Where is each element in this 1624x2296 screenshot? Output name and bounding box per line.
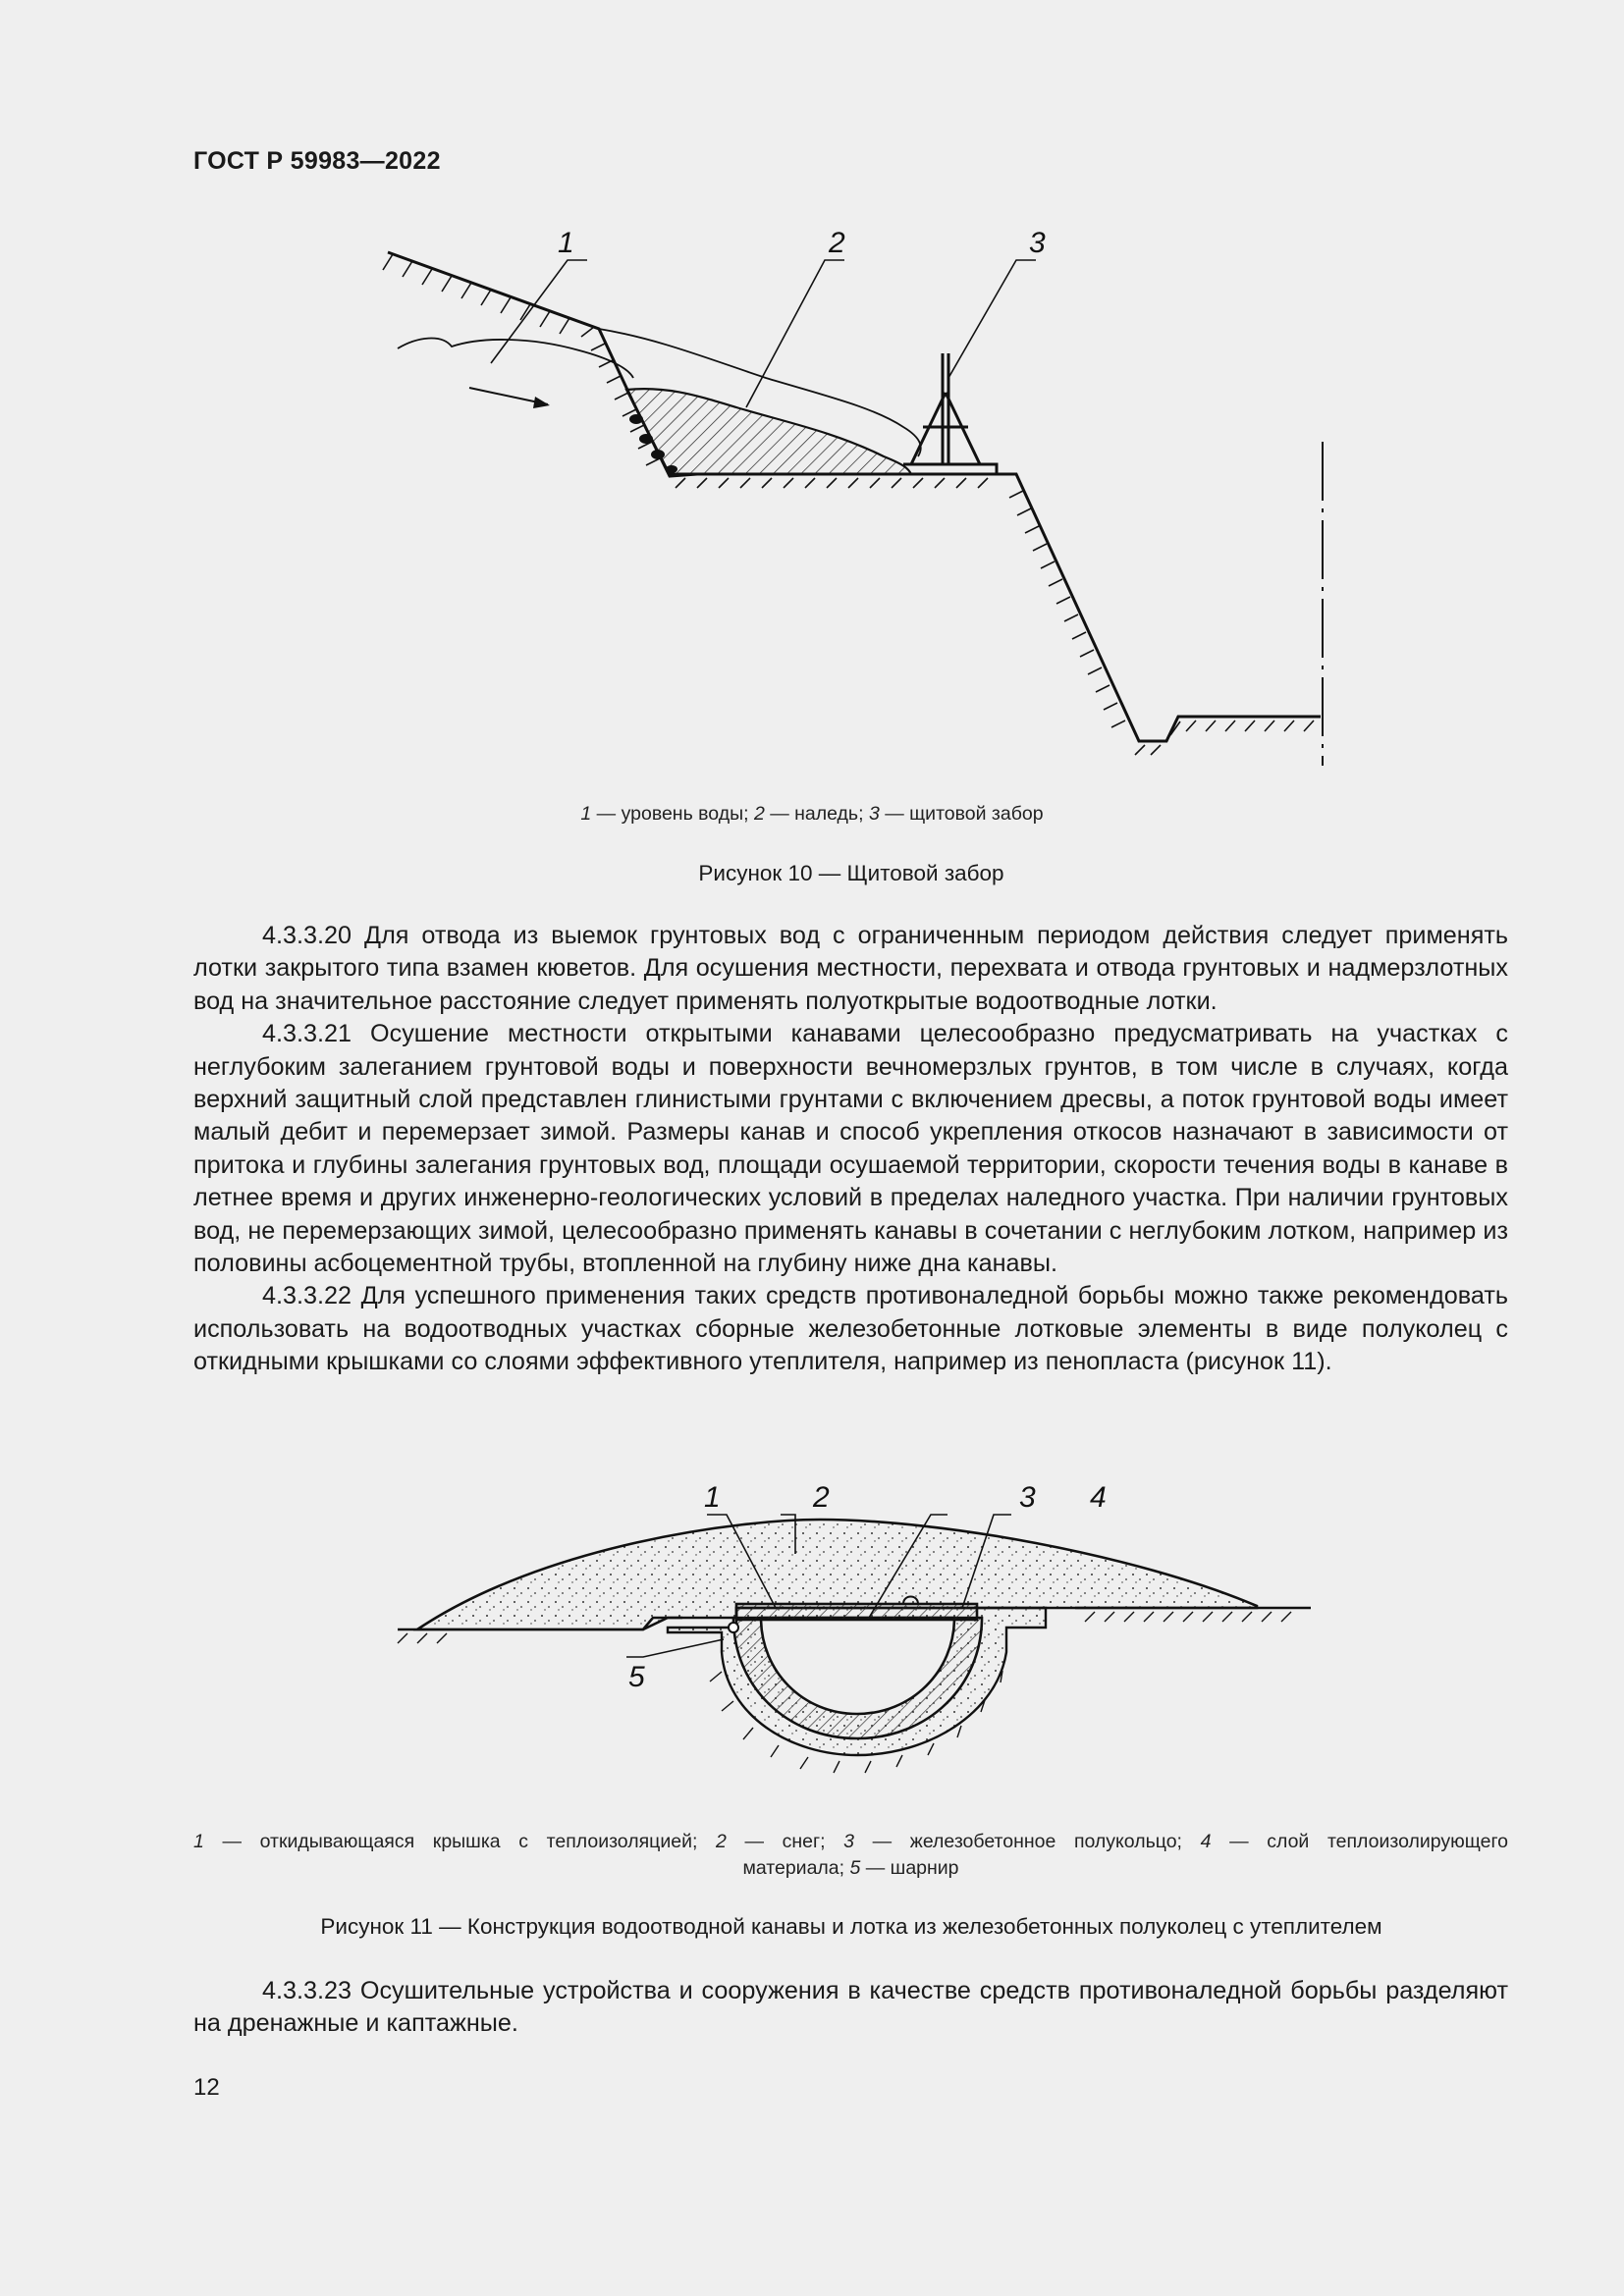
legend-num: 1 [193,1831,204,1852]
fig11-callout-3: 3 [1019,1481,1036,1514]
body-text [193,920,1508,1379]
fig10-callout-2: 2 [829,227,845,259]
legend-num: 4 [1200,1831,1212,1852]
legend-text: — щитовой забор [879,803,1044,825]
fig11-callout-4: 4 [1090,1481,1107,1514]
paragraph-4-3-3-23: 4.3.3.23 Осушительные устройства и сооружения в качестве средств противоналедной борьбы разделяют на дренажные и каптажные. [193,1977,1508,2038]
figure-10-drawing [373,221,1345,775]
fig10-callout-1: 1 [558,227,574,259]
fig10-callout-3: 3 [1029,227,1046,259]
figure-10-title: Рисунок 10 — Щитовой забор [698,861,1004,885]
water-level-line [398,339,633,378]
figure-10-legend [0,803,1624,826]
ice-mass-hatched [626,389,911,474]
page-number: 12 [193,2074,220,2101]
legend-text: — железобетонное полукольцо; [854,1831,1201,1852]
figure-11-title: Рисунок 11 — Конструкция водоотводной канавы и лотка из железобетонных полуколец с утеплителем [320,1914,1382,1939]
figure-11-legend [193,1829,1508,1882]
legend-text: — уровень воды; [591,803,754,825]
flow-arrow [469,388,550,408]
legend-num: 3 [868,803,880,825]
legend-num: 2 [753,803,765,825]
legend-num: 3 [843,1831,855,1852]
figure-11-drawing [388,1461,1321,1794]
document-code-header: ГОСТ Р 59983—2022 [193,147,441,175]
legend-text: — шарнир [860,1857,959,1879]
fig11-callout-5: 5 [628,1661,645,1693]
legend-num: 1 [580,803,592,825]
legend-num: 2 [716,1831,727,1852]
fig11-callout-2: 2 [813,1481,830,1514]
paragraph-4-3-3-20: 4.3.3.20 Для отвода из выемок грунтовых вод с ограниченным периодом действия следует применять лотки закрытого типа взамен кюветов. Для осушения местности, перехвата и отвода грунтовых и надмерзлотных вод на значительное расстояние следует применять полуоткрытые водоотводные лотки. [193,922,1508,1015]
legend-line-1 [193,1829,1508,1855]
paragraph-4-3-3-21: 4.3.3.21 Осушение местности открытыми канавами целесообразно предусматривать на участках с неглубоким залеганием грунтовой воды и поверхности вечномерзлых грунтов, в том числе в случаях, когда верхний защитный слой представлен глинистыми грунтами с включением дресвы, а поток грунтовой воды имеет малый дебит и перемерзает зимой. Размеры канав и способ укрепления откосов назначают в зависимости от притока и глубины залегания грунтовых вод, площади осушаемой территории, скорости течения воды в канаве в летнее время и других инженерно-геологических условий в пределах наледного участка. При наличии грунтовых вод, не перемерзающих зимой, целесообразно применять канавы в сочетании с неглубоким лотком, например из половины асбоцементной трубы, втопленной на глубину ниже дна канавы. [193,1020,1508,1278]
legend-text: — снег; [726,1831,844,1852]
legend-text: — наледь; [764,803,869,825]
legend-text: материала; [742,1857,850,1879]
paragraph-4-3-3-22: 4.3.3.22 Для успешного применения таких средств противоналедной борьбы можно также рекомендовать использовать на водоотводных участках сборные железобетонные лотковые элементы в виде полуколец с откидными крышками со слоями эффективного утеплителя, например из пенопласта (рисунок 11). [193,1282,1508,1376]
legend-line-2 [193,1855,1508,1882]
legend-text: — слой теплоизолирующего [1211,1831,1509,1852]
hinge [729,1623,738,1632]
hinged-lid [736,1604,977,1620]
fig11-callout-1: 1 [704,1481,721,1514]
legend-num: 5 [849,1857,861,1879]
final-body-text [193,1975,1508,2041]
legend-text: — откидывающаяся крышка с теплоизоляцией; [203,1831,717,1852]
